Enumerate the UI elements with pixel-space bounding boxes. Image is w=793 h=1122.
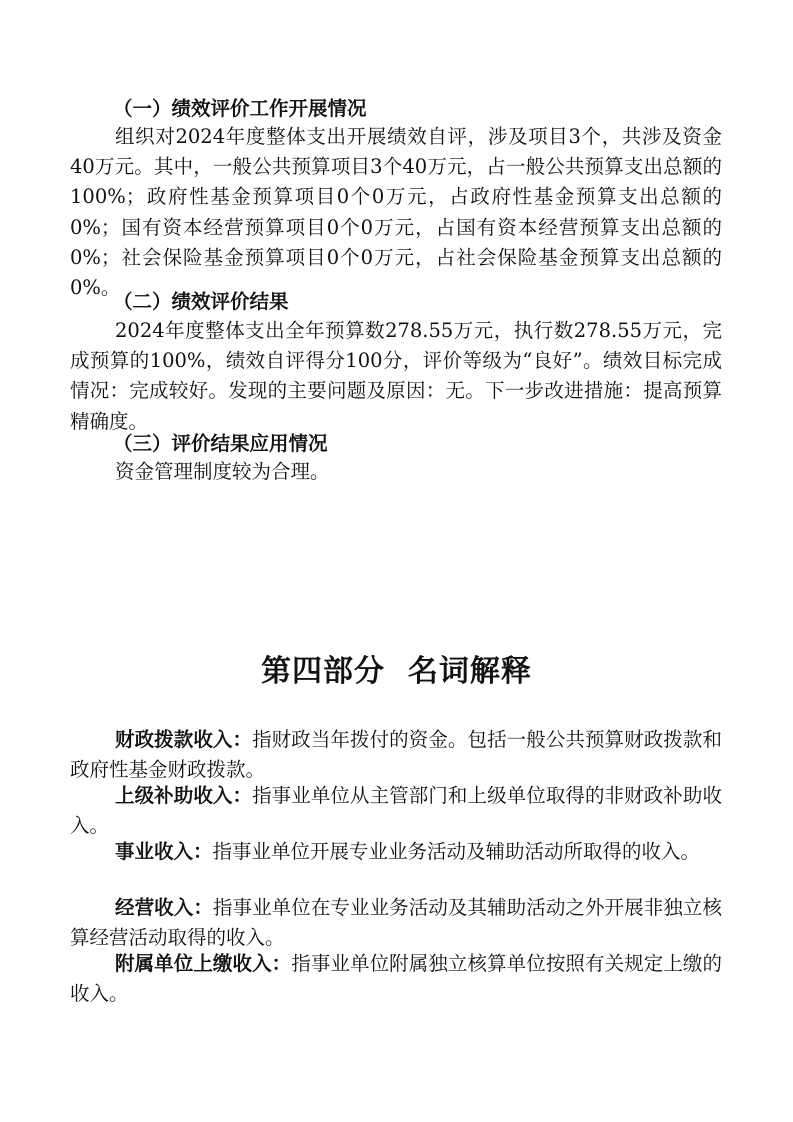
term-operating-income (70, 893, 722, 953)
section-3-body: 资金管理制度较为合理。 (115, 460, 330, 483)
section-3-heading: （三）评价结果应用情况 (113, 432, 328, 455)
section-2-body: 2024年度整体支出全年预算数278.55万元，执行数278.55万元，完成预算的100%，绩效自评得分100分，评价等级为“良好”。绩效目标完成情况：完成较好。发现的主要问题及原因：无。下一步改进措施：提高预算精确度。 (70, 319, 722, 433)
term-label: 附属单位上缴收入： (115, 952, 292, 975)
term-affiliate-remittance (70, 949, 722, 1009)
term-business-income (70, 837, 722, 867)
term-superior-subsidy (70, 781, 722, 841)
term-label: 财政拨款收入： (115, 728, 253, 751)
section-2-heading: （二）绩效评价结果 (113, 290, 289, 313)
term-label: 事业收入： (115, 840, 213, 863)
section-1-body: 组织对2024年度整体支出开展绩效自评，涉及项目3个，共涉及资金40万元。其中，一般公共预算项目3个40万元，占一般公共预算支出总额的100%；政府性基金预算项目0个0万元，占政府性基金预算支出总额的0%；国有资本经营预算项目0个0万元，占国有资本经营预算支出总额的0%；社会保险基金预算项目0个0万元，占社会保险基金预算支出总额的0%。 (70, 125, 722, 300)
term-definition: 指财政当年拨付的资金。包括一般公共预算财政拨款和政府性基金财政拨款。 (70, 728, 722, 782)
part-title: 第四部分 名词解释 (261, 654, 532, 689)
section-1-heading: （一）绩效评价工作开展情况 (113, 97, 367, 120)
term-label: 上级补助收入： (115, 784, 253, 807)
term-definition: 指事业单位开展专业业务活动及辅助活动所取得的收入。 (212, 840, 701, 863)
term-definition: 指事业单位附属独立核算单位按照有关规定上缴的收入。 (70, 952, 722, 1006)
term-label: 经营收入： (115, 896, 213, 919)
term-fiscal-appropriation (70, 725, 722, 785)
term-definition: 指事业单位从主管部门和上级单位取得的非财政补助收入。 (70, 784, 722, 838)
term-definition: 指事业单位在专业业务活动及其辅助活动之外开展非独立核算经营活动取得的收入。 (70, 896, 722, 950)
